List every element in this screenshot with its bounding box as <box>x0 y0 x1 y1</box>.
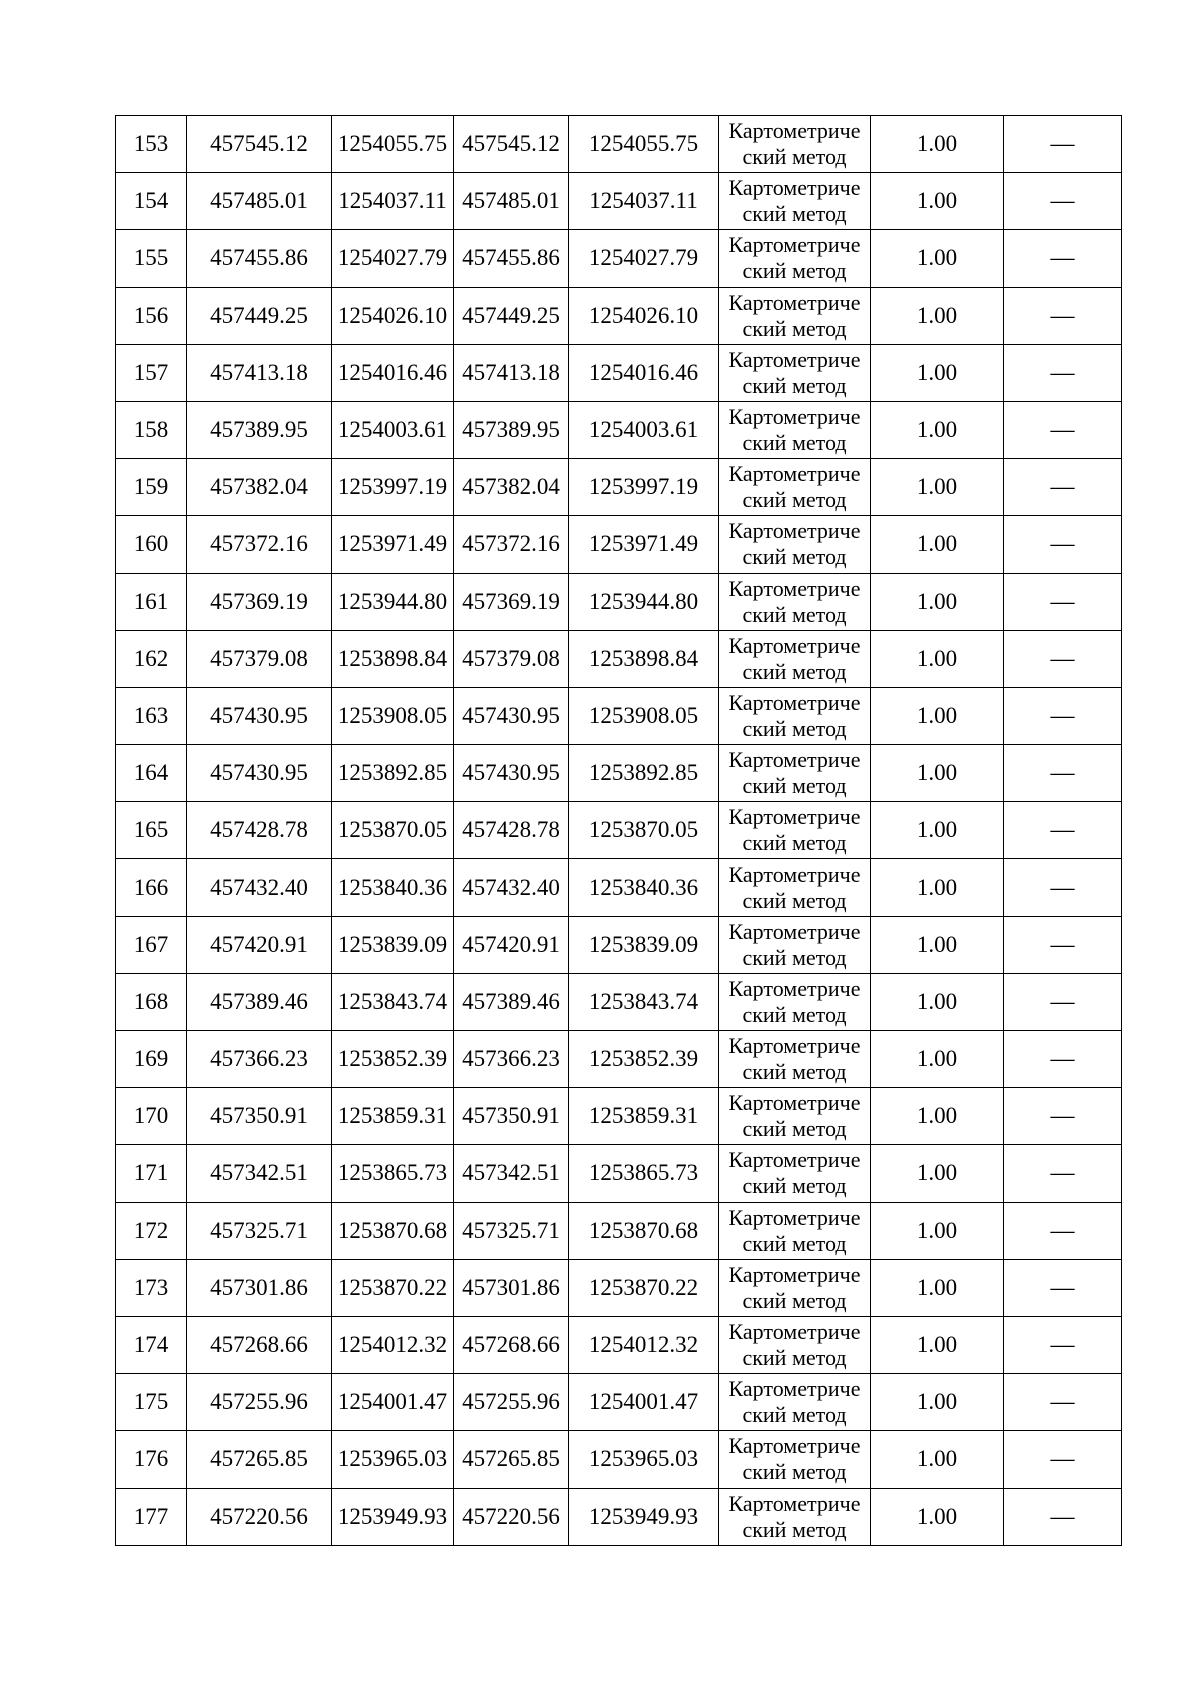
note-cell: — <box>1004 173 1122 230</box>
x-refined-cell: 457350.91 <box>454 1088 569 1145</box>
method-text: Картометриче <box>728 404 861 430</box>
y-refined-cell: 1253997.19 <box>569 459 719 516</box>
method-text: ский метод <box>742 1173 847 1199</box>
x-existing-cell: 457255.96 <box>187 1374 332 1431</box>
accuracy-cell: 1.00 <box>871 459 1004 516</box>
x-existing-cell: 457432.40 <box>187 859 332 916</box>
table-row <box>116 1431 1122 1488</box>
method-text: ский метод <box>742 1230 847 1256</box>
x-refined-cell: 457420.91 <box>454 916 569 973</box>
method-cell <box>719 802 871 859</box>
method-text: ский метод <box>742 144 847 170</box>
method-cell <box>719 916 871 973</box>
x-refined-cell: 457430.95 <box>454 687 569 744</box>
y-refined-cell: 1253870.22 <box>569 1259 719 1316</box>
note-cell: — <box>1004 687 1122 744</box>
accuracy-cell: 1.00 <box>871 116 1004 173</box>
method-text: Картометриче <box>728 1261 861 1287</box>
method-text: ский метод <box>742 715 847 741</box>
note-cell: — <box>1004 344 1122 401</box>
note-cell: — <box>1004 1202 1122 1259</box>
x-refined-cell: 457265.85 <box>454 1431 569 1488</box>
table-row <box>116 1259 1122 1316</box>
accuracy-cell: 1.00 <box>871 1088 1004 1145</box>
x-existing-cell: 457449.25 <box>187 287 332 344</box>
note-cell: — <box>1004 116 1122 173</box>
x-refined-cell: 457430.95 <box>454 745 569 802</box>
method-text: ский метод <box>742 1287 847 1313</box>
note-cell: — <box>1004 630 1122 687</box>
method-cell <box>719 1488 871 1545</box>
accuracy-cell: 1.00 <box>871 1031 1004 1088</box>
method-text: Картометриче <box>728 1376 861 1402</box>
accuracy-cell: 1.00 <box>871 745 1004 802</box>
method-text: Картометриче <box>728 689 861 715</box>
point-number-cell: 155 <box>116 230 187 287</box>
x-existing-cell: 457325.71 <box>187 1202 332 1259</box>
x-existing-cell: 457220.56 <box>187 1488 332 1545</box>
y-existing-cell: 1254037.11 <box>332 173 454 230</box>
method-cell <box>719 401 871 458</box>
point-number-cell: 169 <box>116 1031 187 1088</box>
point-number-cell: 156 <box>116 287 187 344</box>
x-existing-cell: 457369.19 <box>187 573 332 630</box>
method-text: ский метод <box>742 658 847 684</box>
method-cell <box>719 745 871 802</box>
x-existing-cell: 457430.95 <box>187 745 332 802</box>
point-number-cell: 158 <box>116 401 187 458</box>
accuracy-cell: 1.00 <box>871 916 1004 973</box>
table-row <box>116 630 1122 687</box>
y-refined-cell: 1253971.49 <box>569 516 719 573</box>
method-cell <box>719 1031 871 1088</box>
point-number-cell: 167 <box>116 916 187 973</box>
point-number-cell: 162 <box>116 630 187 687</box>
x-refined-cell: 457545.12 <box>454 116 569 173</box>
method-text: Картометриче <box>728 1204 861 1230</box>
y-refined-cell: 1253892.85 <box>569 745 719 802</box>
x-refined-cell: 457449.25 <box>454 287 569 344</box>
method-cell <box>719 687 871 744</box>
y-existing-cell: 1253839.09 <box>332 916 454 973</box>
method-cell <box>719 573 871 630</box>
y-existing-cell: 1254026.10 <box>332 287 454 344</box>
method-text: Картометриче <box>728 575 861 601</box>
coordinates-table <box>115 115 1122 1546</box>
y-existing-cell: 1253852.39 <box>332 1031 454 1088</box>
method-cell <box>719 344 871 401</box>
y-existing-cell: 1254016.46 <box>332 344 454 401</box>
x-refined-cell: 457325.71 <box>454 1202 569 1259</box>
point-number-cell: 170 <box>116 1088 187 1145</box>
method-text: Картометриче <box>728 1090 861 1116</box>
method-text: Картометриче <box>728 747 861 773</box>
note-cell: — <box>1004 1031 1122 1088</box>
point-number-cell: 153 <box>116 116 187 173</box>
y-refined-cell: 1253852.39 <box>569 1031 719 1088</box>
method-cell <box>719 859 871 916</box>
note-cell: — <box>1004 1088 1122 1145</box>
accuracy-cell: 1.00 <box>871 1316 1004 1373</box>
note-cell: — <box>1004 1488 1122 1545</box>
note-cell: — <box>1004 230 1122 287</box>
method-cell <box>719 459 871 516</box>
y-existing-cell: 1254027.79 <box>332 230 454 287</box>
method-cell <box>719 1374 871 1431</box>
accuracy-cell: 1.00 <box>871 573 1004 630</box>
method-text: ский метод <box>742 887 847 913</box>
table-row <box>116 973 1122 1030</box>
x-refined-cell: 457455.86 <box>454 230 569 287</box>
accuracy-cell: 1.00 <box>871 859 1004 916</box>
y-refined-cell: 1254027.79 <box>569 230 719 287</box>
x-refined-cell: 457220.56 <box>454 1488 569 1545</box>
table-row <box>116 1374 1122 1431</box>
accuracy-cell: 1.00 <box>871 1488 1004 1545</box>
table-row <box>116 459 1122 516</box>
accuracy-cell: 1.00 <box>871 630 1004 687</box>
method-cell <box>719 973 871 1030</box>
method-text: Картометриче <box>728 289 861 315</box>
x-existing-cell: 457268.66 <box>187 1316 332 1373</box>
y-refined-cell: 1253840.36 <box>569 859 719 916</box>
x-existing-cell: 457485.01 <box>187 173 332 230</box>
y-refined-cell: 1253870.68 <box>569 1202 719 1259</box>
method-text: Картометриче <box>728 975 861 1001</box>
point-number-cell: 172 <box>116 1202 187 1259</box>
table-row <box>116 287 1122 344</box>
accuracy-cell: 1.00 <box>871 687 1004 744</box>
method-text: Картометриче <box>728 632 861 658</box>
method-cell <box>719 1431 871 1488</box>
y-refined-cell: 1253865.73 <box>569 1145 719 1202</box>
accuracy-cell: 1.00 <box>871 1374 1004 1431</box>
y-existing-cell: 1253949.93 <box>332 1488 454 1545</box>
x-refined-cell: 457485.01 <box>454 173 569 230</box>
y-existing-cell: 1253870.68 <box>332 1202 454 1259</box>
point-number-cell: 171 <box>116 1145 187 1202</box>
method-text: ский метод <box>742 601 847 627</box>
accuracy-cell: 1.00 <box>871 344 1004 401</box>
method-text: Картометриче <box>728 346 861 372</box>
note-cell: — <box>1004 1259 1122 1316</box>
accuracy-cell: 1.00 <box>871 1202 1004 1259</box>
y-existing-cell: 1253865.73 <box>332 1145 454 1202</box>
y-refined-cell: 1253843.74 <box>569 973 719 1030</box>
method-text: ский метод <box>742 1402 847 1428</box>
y-refined-cell: 1254026.10 <box>569 287 719 344</box>
method-text: Картометриче <box>728 461 861 487</box>
y-refined-cell: 1253949.93 <box>569 1488 719 1545</box>
note-cell: — <box>1004 1145 1122 1202</box>
method-text: ский метод <box>742 1116 847 1142</box>
table-row <box>116 173 1122 230</box>
method-text: Картометриче <box>728 804 861 830</box>
accuracy-cell: 1.00 <box>871 516 1004 573</box>
x-refined-cell: 457379.08 <box>454 630 569 687</box>
method-text: Картометриче <box>728 1433 861 1459</box>
note-cell: — <box>1004 916 1122 973</box>
point-number-cell: 159 <box>116 459 187 516</box>
y-refined-cell: 1253965.03 <box>569 1431 719 1488</box>
x-existing-cell: 457301.86 <box>187 1259 332 1316</box>
x-refined-cell: 457342.51 <box>454 1145 569 1202</box>
y-existing-cell: 1253859.31 <box>332 1088 454 1145</box>
note-cell: — <box>1004 745 1122 802</box>
y-refined-cell: 1254003.61 <box>569 401 719 458</box>
accuracy-cell: 1.00 <box>871 973 1004 1030</box>
table-row <box>116 1088 1122 1145</box>
accuracy-cell: 1.00 <box>871 1145 1004 1202</box>
method-text: ский метод <box>742 1516 847 1542</box>
table-row <box>116 802 1122 859</box>
x-existing-cell: 457430.95 <box>187 687 332 744</box>
method-cell <box>719 630 871 687</box>
y-refined-cell: 1254001.47 <box>569 1374 719 1431</box>
table-row <box>116 916 1122 973</box>
point-number-cell: 177 <box>116 1488 187 1545</box>
y-existing-cell: 1253997.19 <box>332 459 454 516</box>
y-refined-cell: 1254037.11 <box>569 173 719 230</box>
point-number-cell: 168 <box>116 973 187 1030</box>
y-existing-cell: 1253843.74 <box>332 973 454 1030</box>
y-existing-cell: 1254003.61 <box>332 401 454 458</box>
method-cell <box>719 1145 871 1202</box>
note-cell: — <box>1004 802 1122 859</box>
method-text: Картометриче <box>728 918 861 944</box>
x-refined-cell: 457372.16 <box>454 516 569 573</box>
method-text: ский метод <box>742 544 847 570</box>
method-text: Картометриче <box>728 1319 861 1345</box>
y-refined-cell: 1254055.75 <box>569 116 719 173</box>
point-number-cell: 173 <box>116 1259 187 1316</box>
table-row <box>116 401 1122 458</box>
method-text: ский метод <box>742 487 847 513</box>
method-text: ский метод <box>742 430 847 456</box>
table-row <box>116 1145 1122 1202</box>
table-body <box>116 116 1122 1546</box>
point-number-cell: 163 <box>116 687 187 744</box>
note-cell: — <box>1004 287 1122 344</box>
y-refined-cell: 1254012.32 <box>569 1316 719 1373</box>
x-existing-cell: 457366.23 <box>187 1031 332 1088</box>
method-text: ский метод <box>742 1459 847 1485</box>
method-cell <box>719 287 871 344</box>
y-existing-cell: 1253965.03 <box>332 1431 454 1488</box>
x-refined-cell: 457428.78 <box>454 802 569 859</box>
method-text: ский метод <box>742 372 847 398</box>
point-number-cell: 165 <box>116 802 187 859</box>
note-cell: — <box>1004 573 1122 630</box>
method-text: ский метод <box>742 258 847 284</box>
point-number-cell: 164 <box>116 745 187 802</box>
point-number-cell: 157 <box>116 344 187 401</box>
x-existing-cell: 457545.12 <box>187 116 332 173</box>
x-refined-cell: 457389.46 <box>454 973 569 1030</box>
y-existing-cell: 1254055.75 <box>332 116 454 173</box>
note-cell: — <box>1004 1374 1122 1431</box>
method-text: ский метод <box>742 830 847 856</box>
method-cell <box>719 1316 871 1373</box>
note-cell: — <box>1004 973 1122 1030</box>
method-text: ский метод <box>742 315 847 341</box>
method-text: Картометриче <box>728 175 861 201</box>
y-refined-cell: 1253839.09 <box>569 916 719 973</box>
point-number-cell: 154 <box>116 173 187 230</box>
method-text: ский метод <box>742 1345 847 1371</box>
table-row <box>116 745 1122 802</box>
method-text: ский метод <box>742 201 847 227</box>
y-existing-cell: 1254001.47 <box>332 1374 454 1431</box>
y-existing-cell: 1253898.84 <box>332 630 454 687</box>
accuracy-cell: 1.00 <box>871 1431 1004 1488</box>
x-existing-cell: 457372.16 <box>187 516 332 573</box>
x-existing-cell: 457379.08 <box>187 630 332 687</box>
accuracy-cell: 1.00 <box>871 230 1004 287</box>
note-cell: — <box>1004 459 1122 516</box>
table-row <box>116 1202 1122 1259</box>
x-existing-cell: 457265.85 <box>187 1431 332 1488</box>
y-existing-cell: 1253908.05 <box>332 687 454 744</box>
x-refined-cell: 457366.23 <box>454 1031 569 1088</box>
method-cell <box>719 173 871 230</box>
method-cell <box>719 516 871 573</box>
x-refined-cell: 457369.19 <box>454 573 569 630</box>
point-number-cell: 175 <box>116 1374 187 1431</box>
method-cell <box>719 1088 871 1145</box>
table-row <box>116 116 1122 173</box>
method-text: Картометриче <box>728 861 861 887</box>
note-cell: — <box>1004 1431 1122 1488</box>
table-row <box>116 230 1122 287</box>
point-number-cell: 166 <box>116 859 187 916</box>
method-text: ский метод <box>742 1059 847 1085</box>
method-text: ский метод <box>742 944 847 970</box>
method-cell <box>719 1259 871 1316</box>
table-row <box>116 687 1122 744</box>
accuracy-cell: 1.00 <box>871 1259 1004 1316</box>
y-refined-cell: 1254016.46 <box>569 344 719 401</box>
point-number-cell: 161 <box>116 573 187 630</box>
x-existing-cell: 457342.51 <box>187 1145 332 1202</box>
method-cell <box>719 116 871 173</box>
y-refined-cell: 1253944.80 <box>569 573 719 630</box>
method-text: Картометриче <box>728 1490 861 1516</box>
x-existing-cell: 457389.46 <box>187 973 332 1030</box>
x-existing-cell: 457420.91 <box>187 916 332 973</box>
y-existing-cell: 1254012.32 <box>332 1316 454 1373</box>
x-existing-cell: 457413.18 <box>187 344 332 401</box>
table-row <box>116 573 1122 630</box>
y-existing-cell: 1253870.22 <box>332 1259 454 1316</box>
y-existing-cell: 1253971.49 <box>332 516 454 573</box>
x-existing-cell: 457428.78 <box>187 802 332 859</box>
accuracy-cell: 1.00 <box>871 287 1004 344</box>
method-text: Картометриче <box>728 1147 861 1173</box>
point-number-cell: 174 <box>116 1316 187 1373</box>
point-number-cell: 160 <box>116 516 187 573</box>
table-row <box>116 344 1122 401</box>
accuracy-cell: 1.00 <box>871 401 1004 458</box>
method-text: Картометриче <box>728 1033 861 1059</box>
note-cell: — <box>1004 401 1122 458</box>
y-existing-cell: 1253870.05 <box>332 802 454 859</box>
x-existing-cell: 457350.91 <box>187 1088 332 1145</box>
note-cell: — <box>1004 516 1122 573</box>
x-existing-cell: 457455.86 <box>187 230 332 287</box>
point-number-cell: 176 <box>116 1431 187 1488</box>
x-refined-cell: 457413.18 <box>454 344 569 401</box>
y-refined-cell: 1253908.05 <box>569 687 719 744</box>
table-row <box>116 516 1122 573</box>
y-existing-cell: 1253840.36 <box>332 859 454 916</box>
method-text: Картометриче <box>728 232 861 258</box>
x-existing-cell: 457389.95 <box>187 401 332 458</box>
accuracy-cell: 1.00 <box>871 173 1004 230</box>
x-refined-cell: 457301.86 <box>454 1259 569 1316</box>
method-text: ский метод <box>742 1001 847 1027</box>
method-text: Картометриче <box>728 518 861 544</box>
table-row <box>116 1031 1122 1088</box>
x-refined-cell: 457389.95 <box>454 401 569 458</box>
x-refined-cell: 457382.04 <box>454 459 569 516</box>
method-text: ский метод <box>742 773 847 799</box>
y-existing-cell: 1253892.85 <box>332 745 454 802</box>
table-row <box>116 1316 1122 1373</box>
y-existing-cell: 1253944.80 <box>332 573 454 630</box>
y-refined-cell: 1253859.31 <box>569 1088 719 1145</box>
note-cell: — <box>1004 859 1122 916</box>
x-refined-cell: 457268.66 <box>454 1316 569 1373</box>
table-row <box>116 1488 1122 1545</box>
method-cell <box>719 230 871 287</box>
y-refined-cell: 1253870.05 <box>569 802 719 859</box>
table-row <box>116 859 1122 916</box>
x-refined-cell: 457432.40 <box>454 859 569 916</box>
method-text: Картометриче <box>728 118 861 144</box>
accuracy-cell: 1.00 <box>871 802 1004 859</box>
x-refined-cell: 457255.96 <box>454 1374 569 1431</box>
x-existing-cell: 457382.04 <box>187 459 332 516</box>
y-refined-cell: 1253898.84 <box>569 630 719 687</box>
method-cell <box>719 1202 871 1259</box>
note-cell: — <box>1004 1316 1122 1373</box>
